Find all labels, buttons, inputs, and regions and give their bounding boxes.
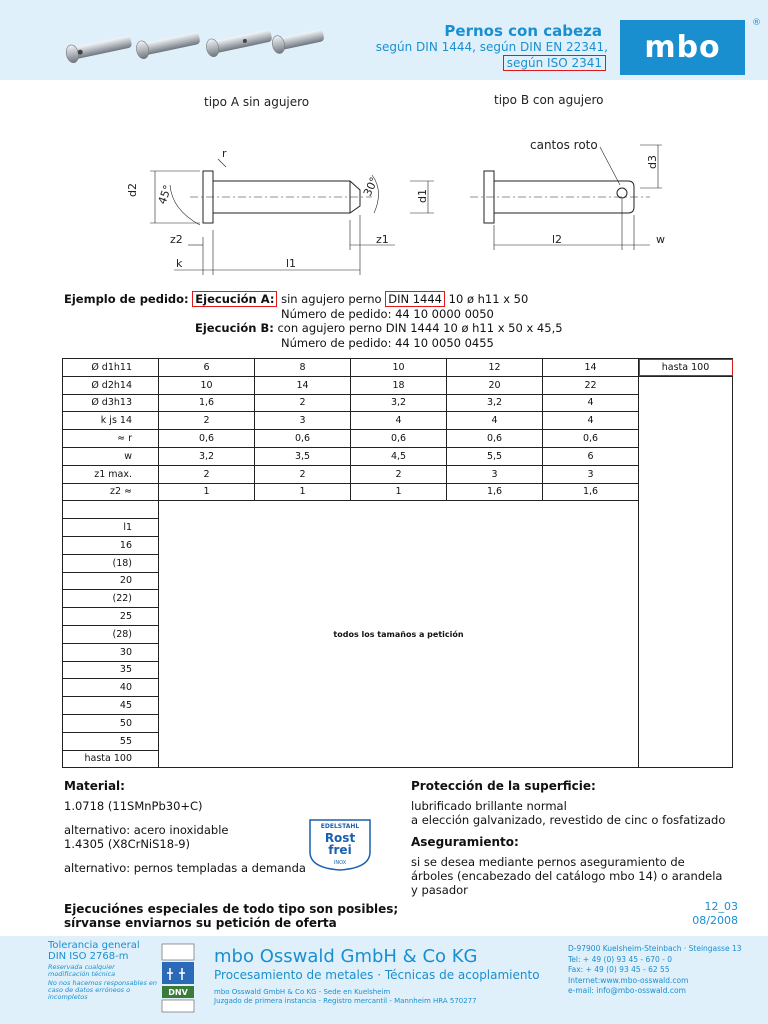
order-label: Ejemplo de pedido: <box>64 292 189 306</box>
contact-tel: Tel: + 49 (0) 93 45 - 670 - 0 <box>568 954 673 964</box>
tolerance-line2: DIN ISO 2768-m <box>48 951 129 962</box>
code-line2: 08/2008 <box>692 914 738 927</box>
document-code <box>692 900 738 928</box>
w-label: w <box>656 233 665 246</box>
table-cell: 0,6 <box>351 430 447 448</box>
exec-a-spec: 10 ø h11 x 50 <box>448 292 529 306</box>
legal-line1: mbo Osswald GmbH & Co KG - Sede en Kuelsheim <box>214 988 391 996</box>
table-cell: 4,5 <box>351 447 447 465</box>
table-cell: 2 <box>159 412 255 430</box>
protection-heading: Protección de la superficie: <box>411 779 596 793</box>
footer <box>0 936 768 1024</box>
table-cell: 0,6 <box>159 430 255 448</box>
table-cell: 1,6 <box>447 483 543 501</box>
pin-drawing <box>0 85 768 285</box>
table-cell: 4 <box>351 412 447 430</box>
tolerance-line1: Tolerancia general <box>48 940 140 951</box>
table-cell: 0,6 <box>543 430 639 448</box>
material-alt2: alternativo: pernos templadas a demanda <box>64 861 306 875</box>
d3-label: d3 <box>646 155 659 169</box>
certification-icon <box>160 942 196 1014</box>
table-cell: 2 <box>255 394 351 412</box>
table-cell: 4 <box>447 412 543 430</box>
table-cell: 3 <box>255 412 351 430</box>
length-label: 45 <box>63 697 159 715</box>
table-cell: 3 <box>447 465 543 483</box>
row-label <box>63 501 159 519</box>
noresp-line1: No nos hacemos responsables en <box>48 979 158 987</box>
exec-b-text: con agujero perno DIN 1444 10 ø h11 x 50 x 45,5 <box>277 321 563 335</box>
length-label: 40 <box>63 679 159 697</box>
material-main: 1.0718 (11SMnPb30+C) <box>64 799 203 813</box>
table-cell: 1,6 <box>543 483 639 501</box>
table-row <box>63 376 733 394</box>
row-label: Ø d2h14 <box>63 376 159 394</box>
length-label: 35 <box>63 661 159 679</box>
mbo-logo: mbo <box>620 20 745 75</box>
table-cell: 8 <box>255 359 351 377</box>
order-example <box>64 292 764 350</box>
length-label: hasta 100 <box>63 750 159 768</box>
row-label: ≈ r <box>63 430 159 448</box>
table-row <box>63 412 733 430</box>
table-cell: 10 <box>159 376 255 394</box>
table-row <box>63 483 733 501</box>
protection-section <box>411 779 725 897</box>
cantos-label: cantos roto <box>530 138 598 152</box>
all-sizes-note: todos los tamaños a petición <box>159 501 639 768</box>
l1-label: l1 <box>286 257 297 270</box>
table-cell: 22 <box>543 376 639 394</box>
angle45-label: 45° <box>155 183 175 207</box>
company-name: mbo Osswald GmbH & Co KG <box>214 946 478 967</box>
table-cell: 20 <box>447 376 543 394</box>
secure-line1: si se desea mediante pernos aseguramiento de <box>411 855 685 869</box>
badge-top: EDELSTAHL <box>320 823 360 830</box>
table-cell: 18 <box>351 376 447 394</box>
cert-label: DNV <box>168 988 188 997</box>
type-a-label: tipo A sin agujero <box>204 95 310 109</box>
contact-web[interactable]: Internet:www.mbo-osswald.com <box>568 975 689 985</box>
contact-address: D-97900 Kuelsheim-Steinbach · Steingasse 13 <box>568 944 742 953</box>
table-cell: 3,5 <box>255 447 351 465</box>
row-label: w <box>63 447 159 465</box>
badge-mid2: frei <box>328 843 352 857</box>
exec-a-label: Ejecución A: <box>192 291 277 307</box>
table-cell: 3 <box>543 465 639 483</box>
length-label: 16 <box>63 536 159 554</box>
exec-a-din: DIN 1444 <box>385 291 445 307</box>
length-label: 20 <box>63 572 159 590</box>
code-line1: 12_03 <box>704 900 738 913</box>
d2-label: d2 <box>126 183 139 197</box>
noresp-line3: incompletos <box>48 993 88 1001</box>
special-line1: Ejecuciónes especiales de todo tipo son posibles; <box>64 902 399 916</box>
protection-line2: a elección galvanizado, revestido de cinc o fosfatizado <box>411 813 726 827</box>
secure-heading: Aseguramiento: <box>411 835 519 849</box>
rostfrei-badge-icon <box>306 818 374 872</box>
table-cell: 1 <box>351 483 447 501</box>
reserved-line1: Reservada cualquier <box>48 963 115 971</box>
company-legal <box>214 988 477 1006</box>
table-cell: 2 <box>351 465 447 483</box>
material-heading: Material: <box>64 779 125 793</box>
table-cell-last-header: hasta 100 <box>639 359 733 377</box>
material-alt1b: 1.4305 (X8CrNiS18-9) <box>64 837 191 851</box>
header-banner <box>0 0 768 80</box>
r-label: r <box>222 147 227 160</box>
table-cell: 0,6 <box>255 430 351 448</box>
angle30-label: 30° <box>360 175 381 199</box>
table-cell: 2 <box>159 465 255 483</box>
exec-b-label: Ejecución B: <box>195 321 274 335</box>
table-row <box>63 501 733 519</box>
table-cell: 3,2 <box>447 394 543 412</box>
l2-label: l2 <box>552 233 563 246</box>
row-label: Ø d3h13 <box>63 394 159 412</box>
noresp-line2: caso de datos erróneos o <box>48 986 131 994</box>
k-label: k <box>176 257 183 270</box>
company-tagline: Procesamiento de metales · Técnicas de acoplamiento <box>214 968 540 982</box>
length-label: (22) <box>63 590 159 608</box>
table-cell: 1,6 <box>159 394 255 412</box>
table-cell: 14 <box>255 376 351 394</box>
table-row <box>63 447 733 465</box>
exec-a-number: Número de pedido: 44 10 0000 0050 <box>281 306 494 321</box>
table-cell: 3,2 <box>351 394 447 412</box>
special-line2: sírvanse enviarnos su petición de oferta <box>64 916 337 930</box>
table-cell: 4 <box>543 412 639 430</box>
table-cell: 3,2 <box>159 447 255 465</box>
table-cell: 1 <box>255 483 351 501</box>
length-label: 55 <box>63 732 159 750</box>
pins-photo-icon <box>60 14 330 74</box>
table-cell: 10 <box>351 359 447 377</box>
table-row <box>63 394 733 412</box>
type-b-label: tipo B con agujero <box>494 93 604 107</box>
table-cell: 2 <box>255 465 351 483</box>
z2-label: z2 <box>170 233 183 246</box>
badge-bot: INOX <box>333 860 347 866</box>
material-alt1: alternativo: acero inoxidable <box>64 823 229 837</box>
reserved-line2: modificación técnica <box>48 970 116 978</box>
table-row <box>63 430 733 448</box>
secure-line2: árboles (encabezado del catálogo mbo 14) o arandela <box>411 869 723 883</box>
table-row <box>63 465 733 483</box>
protection-line1: lubrificado brillante normal <box>411 799 567 813</box>
page-subtitle-iso: según ISO 2341 <box>503 55 606 71</box>
row-label: z1 max. <box>63 465 159 483</box>
table-cell: 1 <box>159 483 255 501</box>
table-cell-last-empty <box>639 376 733 768</box>
length-label: 50 <box>63 714 159 732</box>
table-cell: 5,5 <box>447 447 543 465</box>
table-cell: 12 <box>447 359 543 377</box>
table-cell: 4 <box>543 394 639 412</box>
contact-fax: Fax: + 49 (0) 93 45 - 62 55 <box>568 965 670 974</box>
page-title: Pernos con cabeza <box>444 22 602 40</box>
material-section <box>64 779 306 875</box>
table-cell: 14 <box>543 359 639 377</box>
dimension-table <box>62 358 733 768</box>
badge-mid1: Rost <box>324 831 356 845</box>
secure-line3: y pasador <box>411 883 468 897</box>
special-note <box>64 902 398 930</box>
length-label: 25 <box>63 608 159 626</box>
company-contact <box>568 944 742 997</box>
table-cell: 6 <box>543 447 639 465</box>
length-label: l1 <box>63 519 159 537</box>
row-label: k js 14 <box>63 412 159 430</box>
length-label: (18) <box>63 554 159 572</box>
footer-tolerance <box>48 940 157 1001</box>
z1-label: z1 <box>376 233 389 246</box>
table-cell: 6 <box>159 359 255 377</box>
row-label: z2 ≈ <box>63 483 159 501</box>
table-cell: 0,6 <box>447 430 543 448</box>
contact-email[interactable]: e-mail: info@mbo-osswald.com <box>568 986 686 995</box>
page-subtitle: según DIN 1444, según DIN EN 22341, <box>375 40 608 54</box>
length-label: (28) <box>63 625 159 643</box>
row-label: Ø d1h11 <box>63 359 159 377</box>
exec-a-text: sin agujero perno <box>281 292 382 306</box>
d1-label: d1 <box>416 189 429 203</box>
exec-b-number: Número de pedido: 44 10 0050 0455 <box>281 335 494 350</box>
technical-drawings <box>0 85 768 285</box>
table-row <box>63 359 733 377</box>
legal-line2: Juzgado de primera instancia - Registro mercantil - Mannheim HRA 570277 <box>214 997 477 1005</box>
registered-mark: ® <box>752 18 761 28</box>
length-label: 30 <box>63 643 159 661</box>
